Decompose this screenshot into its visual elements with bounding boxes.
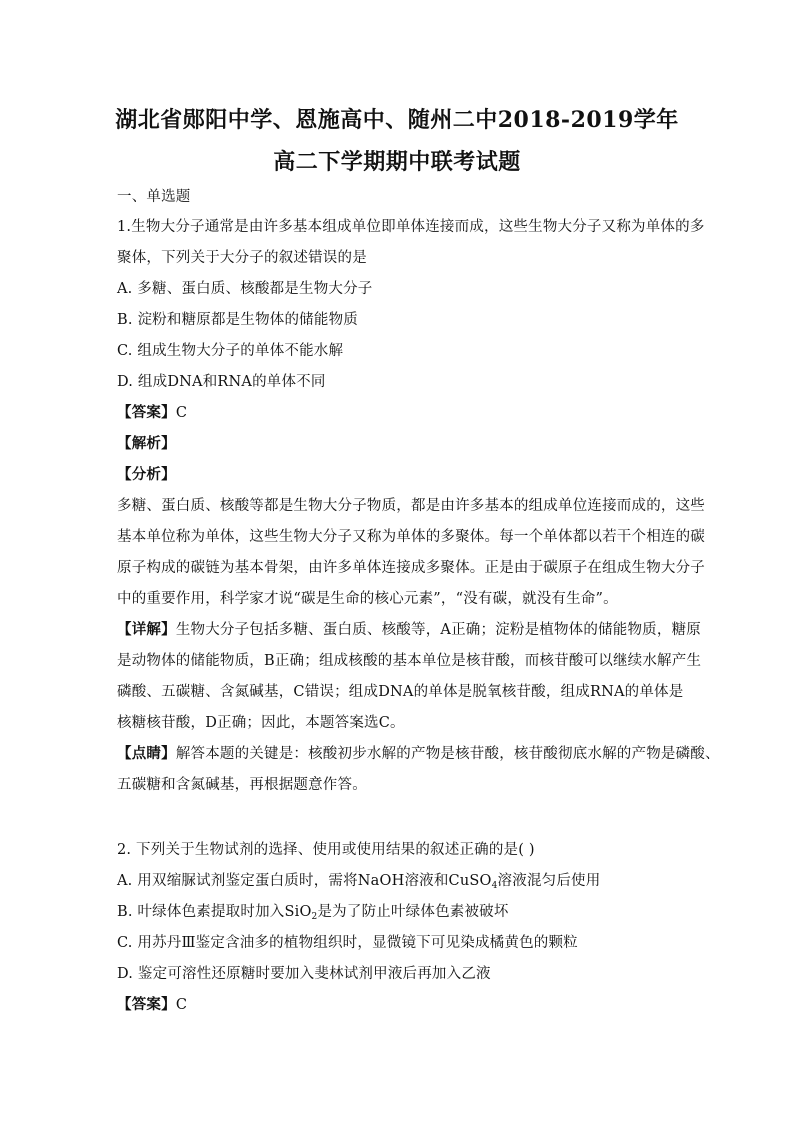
q1-dianjing-line1 bbox=[117, 744, 720, 764]
q1-fenxi-tag: 【分析】 bbox=[117, 466, 176, 483]
q2-answer-value: C bbox=[175, 997, 188, 1013]
q1-stem-line1: 1.生物大分子通常是由许多基本组成单位即单体连接而成，这些生物大分子又称为单体的多 bbox=[117, 219, 705, 235]
q1-fenxi-line3: 原子构成的碳链为基本骨架，由许多单体连接成多聚体。正是由于碳原子在组成生物大分子 bbox=[117, 560, 705, 576]
q1-dianjing-text: 解答本题的关键是：核酸初步水解的产物是核苷酸，核苷酸彻底水解的产物是磷酸、 bbox=[175, 746, 720, 762]
q1-answer-value: C bbox=[175, 405, 188, 421]
q1-detail-line3: 磷酸、五碳糖、含氮碱基，C错误；组成DNA的单体是脱氧核苷酸，组成RNA的单体是 bbox=[117, 684, 684, 700]
q2-option-b bbox=[117, 902, 509, 922]
q1-detail-tag: 【详解】 bbox=[117, 621, 176, 638]
q1-detail-line2: 是动物体的储能物质，B正确；组成核酸的基本单位是核苷酸，而核苷酸可以继续水解产生 bbox=[117, 653, 702, 669]
q2-answer-tag: 【答案】 bbox=[117, 996, 176, 1013]
q1-option-c: C. 组成生物大分子的单体不能水解 bbox=[117, 343, 344, 359]
q2-option-a-subscript: 4 bbox=[491, 881, 498, 891]
q1-fenxi-line2: 基本单位称为单体，这些生物大分子又称为单体的多聚体。每一个单体都以若干个相连的碳 bbox=[117, 529, 705, 545]
q1-stem-line2: 聚体，下列关于大分子的叙述错误的是 bbox=[117, 250, 367, 266]
q2-option-a-text-end: 溶液混匀后使用 bbox=[497, 873, 601, 889]
q1-option-a: A. 多糖、蛋白质、核酸都是生物大分子 bbox=[117, 281, 373, 297]
q1-dianjing-line2: 五碳糖和含氮碱基，再根据题意作答。 bbox=[117, 777, 367, 793]
q1-fenxi-line4: 中的重要作用，科学家才说“碳是生命的核心元素”，“没有碳，就没有生命”。 bbox=[117, 591, 618, 607]
q1-detail-text: 生物大分子包括多糖、蛋白质、核酸等，A正确；淀粉是植物体的储能物质，糖原 bbox=[175, 622, 701, 638]
q2-option-c: C. 用苏丹Ⅲ鉴定含油多的植物组织时，显微镜下可见染成橘黄色的颗粒 bbox=[117, 935, 578, 951]
q1-answer bbox=[117, 403, 187, 423]
document-title-line2: 高二下学期期中联考试题 bbox=[273, 149, 521, 175]
q2-answer bbox=[117, 995, 187, 1015]
section-heading: 一、单选题 bbox=[117, 189, 191, 205]
q1-analysis-tag: 【解析】 bbox=[117, 435, 176, 452]
q2-option-b-subscript: 2 bbox=[311, 912, 318, 922]
q2-option-b-text-end: 是为了防止叶绿体色素被破坏 bbox=[317, 904, 509, 920]
q2-option-b-text: B. 叶绿体色素提取时加入SiO bbox=[117, 904, 312, 920]
document-title-line1: 湖北省郧阳中学、恩施高中、随州二中2018-2019学年 bbox=[115, 107, 679, 133]
q2-option-a-text: A. 用双缩脲试剂鉴定蛋白质时，需将NaOH溶液和CuSO bbox=[117, 873, 492, 889]
q1-fenxi-line1: 多糖、蛋白质、核酸等都是生物大分子物质，都是由许多基本的组成单位连接而成的，这些 bbox=[117, 498, 705, 514]
q2-option-d: D. 鉴定可溶性还原糖时要加入斐林试剂甲液后再加入乙液 bbox=[117, 966, 491, 982]
q2-stem: 2. 下列关于生物试剂的选择、使用或使用结果的叙述正确的是( ) bbox=[117, 842, 535, 858]
q1-option-b: B. 淀粉和糖原都是生物体的储能物质 bbox=[117, 312, 358, 328]
q1-detail-line1 bbox=[117, 620, 701, 640]
q1-dianjing-tag: 【点睛】 bbox=[117, 745, 176, 762]
q1-detail-line4: 核糖核苷酸，D正确；因此，本题答案选C。 bbox=[117, 715, 405, 731]
q1-option-d: D. 组成DNA和RNA的单体不同 bbox=[117, 374, 326, 390]
q1-answer-tag: 【答案】 bbox=[117, 404, 176, 421]
q2-option-a bbox=[117, 871, 600, 891]
